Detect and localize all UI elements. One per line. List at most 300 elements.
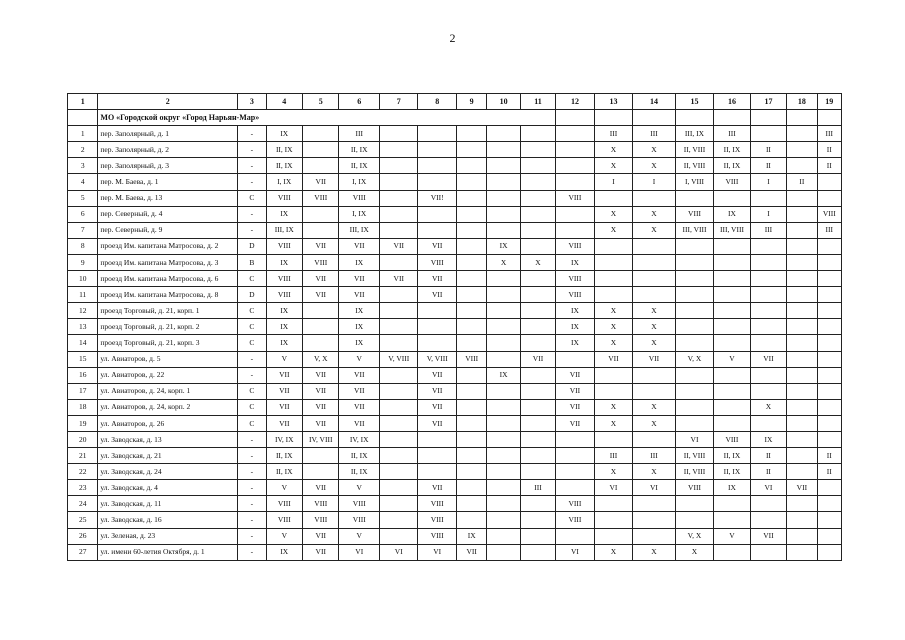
table-cell: -: [238, 464, 266, 480]
table-cell: [633, 528, 676, 544]
address-cell: ул. Авиаторов, д. 22: [98, 367, 238, 383]
table-cell: V, X: [675, 351, 713, 367]
table-row: [68, 351, 842, 367]
table-cell: VIII: [418, 496, 456, 512]
table-row: [68, 496, 842, 512]
table-cell: [418, 448, 456, 464]
table-cell: [817, 431, 841, 447]
table-cell: [714, 190, 750, 206]
table-row: [68, 238, 842, 254]
table-cell: -: [238, 431, 266, 447]
region-blank: [787, 110, 817, 126]
table-cell: [787, 399, 817, 415]
table-row: [68, 431, 842, 447]
table-cell: -: [238, 206, 266, 222]
header-cell: 8: [418, 94, 456, 110]
table-row: [68, 383, 842, 399]
region-blank: [750, 110, 786, 126]
table-cell: [520, 383, 555, 399]
table-cell: [303, 303, 339, 319]
table-cell: [787, 512, 817, 528]
table-cell: [380, 254, 418, 270]
row-number: 4: [68, 174, 98, 190]
address-cell: пер. Северный, д. 9: [98, 222, 238, 238]
table-cell: -: [238, 142, 266, 158]
address-cell: ул. Авиаторов, д. 5: [98, 351, 238, 367]
table-cell: VIII: [714, 431, 750, 447]
table-cell: III: [633, 448, 676, 464]
page-number: 2: [449, 31, 456, 45]
header-cell: 11: [520, 94, 555, 110]
table-cell: [456, 399, 486, 415]
address-cell: ул. Заводская, д. 24: [98, 464, 238, 480]
table-cell: [787, 367, 817, 383]
table-row: [68, 271, 842, 287]
table-cell: [520, 174, 555, 190]
table-cell: II: [817, 448, 841, 464]
table-cell: [556, 480, 594, 496]
table-cell: III, IX: [675, 126, 713, 142]
table-cell: VII: [339, 399, 380, 415]
table-cell: [556, 174, 594, 190]
address-cell: ул. Заводская, д. 11: [98, 496, 238, 512]
table-cell: [456, 271, 486, 287]
table-cell: [487, 271, 520, 287]
table-cell: VII: [266, 415, 302, 431]
table-cell: VII: [380, 271, 418, 287]
table-cell: [487, 448, 520, 464]
table-cell: II, IX: [266, 142, 302, 158]
table-cell: [714, 512, 750, 528]
table-cell: X: [633, 335, 676, 351]
table-cell: VIII: [339, 190, 380, 206]
table-cell: [556, 142, 594, 158]
table-cell: [556, 222, 594, 238]
region-blank: [633, 110, 676, 126]
table-cell: [456, 142, 486, 158]
table-cell: [714, 415, 750, 431]
table-cell: [487, 158, 520, 174]
table-cell: [556, 464, 594, 480]
table-cell: VII: [418, 367, 456, 383]
table-cell: IX: [714, 480, 750, 496]
table-cell: [675, 496, 713, 512]
region-blank: [817, 110, 841, 126]
table-cell: IV, VIII: [303, 431, 339, 447]
table-row: [68, 319, 842, 335]
table-cell: [380, 206, 418, 222]
row-number: 5: [68, 190, 98, 206]
table-cell: [714, 238, 750, 254]
table-cell: [817, 174, 841, 190]
table-row: [68, 254, 842, 270]
table-cell: [594, 431, 632, 447]
table-cell: III: [817, 222, 841, 238]
data-table: [67, 93, 842, 561]
address-cell: пер. М. Баева, д. 1: [98, 174, 238, 190]
table-cell: II: [750, 448, 786, 464]
table-cell: VII: [556, 415, 594, 431]
header-cell: 17: [750, 94, 786, 110]
address-cell: проезд Им. капитана Матросова, д. 6: [98, 271, 238, 287]
table-cell: I: [750, 174, 786, 190]
table-cell: III: [594, 448, 632, 464]
table-cell: IX: [266, 303, 302, 319]
table-cell: VIII: [266, 190, 302, 206]
table-cell: VIII: [339, 496, 380, 512]
table-cell: X: [633, 464, 676, 480]
address-cell: проезд Им. капитана Матросова, д. 8: [98, 287, 238, 303]
table-cell: VIII: [556, 512, 594, 528]
table-cell: VII: [556, 367, 594, 383]
table-cell: VIII: [266, 496, 302, 512]
table-cell: II, VIII: [675, 448, 713, 464]
row-number: 9: [68, 254, 98, 270]
address-cell: проезд Им. капитана Матросова, д. 3: [98, 254, 238, 270]
table-cell: [456, 448, 486, 464]
table-cell: [520, 399, 555, 415]
table-cell: [487, 431, 520, 447]
table-cell: [380, 480, 418, 496]
table-cell: VII: [303, 238, 339, 254]
table-cell: [817, 271, 841, 287]
region-blank: [675, 110, 713, 126]
table-cell: -: [238, 544, 266, 560]
address-cell: ул. Зеленая, д. 23: [98, 528, 238, 544]
address-cell: проезд Торговый, д. 21, корп. 3: [98, 335, 238, 351]
table-cell: VII: [303, 271, 339, 287]
row-number: 25: [68, 512, 98, 528]
table-cell: [456, 383, 486, 399]
table-cell: V: [339, 480, 380, 496]
table-cell: VII: [380, 238, 418, 254]
table-cell: [714, 383, 750, 399]
header-cell: 9: [456, 94, 486, 110]
row-number: 21: [68, 448, 98, 464]
table-cell: [675, 367, 713, 383]
table-cell: С: [238, 399, 266, 415]
table-cell: [418, 303, 456, 319]
table-cell: X: [633, 158, 676, 174]
address-cell: пер. Заполярный, д. 2: [98, 142, 238, 158]
table-cell: [817, 383, 841, 399]
table-cell: -: [238, 367, 266, 383]
table-cell: [520, 367, 555, 383]
table-cell: [750, 383, 786, 399]
table-cell: -: [238, 222, 266, 238]
table-cell: [487, 287, 520, 303]
table-cell: [675, 512, 713, 528]
table-cell: [556, 126, 594, 142]
table-cell: [456, 319, 486, 335]
table-cell: [750, 512, 786, 528]
table-cell: IX: [266, 319, 302, 335]
table-cell: X: [594, 544, 632, 560]
row-number: 12: [68, 303, 98, 319]
table-cell: X: [633, 415, 676, 431]
table-cell: VIII: [556, 238, 594, 254]
table-cell: [487, 335, 520, 351]
table-cell: II, VIII: [675, 142, 713, 158]
table-cell: [675, 383, 713, 399]
table-cell: [456, 254, 486, 270]
table-row: [68, 448, 842, 464]
table-row: [68, 126, 842, 142]
table-cell: VII: [556, 399, 594, 415]
table-cell: [487, 126, 520, 142]
table-cell: VII: [303, 528, 339, 544]
table-cell: VII: [339, 238, 380, 254]
table-cell: I, IX: [339, 174, 380, 190]
header-cell: 13: [594, 94, 632, 110]
table-cell: II, IX: [339, 158, 380, 174]
table-cell: VIII: [556, 496, 594, 512]
table-cell: VII!: [418, 190, 456, 206]
table-cell: IX: [266, 206, 302, 222]
row-number: 23: [68, 480, 98, 496]
table-cell: [817, 190, 841, 206]
table-row: [68, 399, 842, 415]
table-cell: X: [750, 399, 786, 415]
table-cell: VIII: [266, 271, 302, 287]
table-body: [68, 110, 842, 561]
table-cell: III, VIII: [714, 222, 750, 238]
table-cell: IX: [266, 126, 302, 142]
table-cell: I: [750, 206, 786, 222]
table-cell: [714, 544, 750, 560]
table-cell: [556, 206, 594, 222]
table-cell: -: [238, 480, 266, 496]
table-cell: [418, 431, 456, 447]
table-cell: V: [266, 480, 302, 496]
address-cell: ул. Авиаторов, д. 24, корп. 2: [98, 399, 238, 415]
table-row: [68, 174, 842, 190]
table-cell: II, IX: [266, 464, 302, 480]
table-cell: VII: [303, 480, 339, 496]
table-cell: [487, 142, 520, 158]
table-cell: X: [520, 254, 555, 270]
table-cell: [456, 496, 486, 512]
table-cell: II, IX: [266, 158, 302, 174]
table-cell: X: [594, 319, 632, 335]
row-number: 17: [68, 383, 98, 399]
table-row: [68, 287, 842, 303]
table-cell: I, IX: [339, 206, 380, 222]
table-cell: [817, 480, 841, 496]
table-cell: [817, 254, 841, 270]
table-cell: [456, 222, 486, 238]
table-cell: [675, 399, 713, 415]
table-cell: [817, 238, 841, 254]
table-cell: [817, 287, 841, 303]
table-cell: [787, 351, 817, 367]
table-cell: [487, 303, 520, 319]
address-cell: проезд Торговый, д. 21, корп. 2: [98, 319, 238, 335]
table-cell: [303, 158, 339, 174]
table-cell: VII: [303, 383, 339, 399]
table-cell: VIII: [418, 512, 456, 528]
table-row: [68, 367, 842, 383]
table-cell: X: [594, 415, 632, 431]
table-cell: [380, 415, 418, 431]
table-row: [68, 544, 842, 560]
header-cell: 1: [68, 94, 98, 110]
table-row: [68, 206, 842, 222]
table-cell: VI: [594, 480, 632, 496]
table-cell: [594, 254, 632, 270]
header-cell: 5: [303, 94, 339, 110]
table-cell: [380, 399, 418, 415]
table-cell: III: [339, 126, 380, 142]
table-cell: [556, 448, 594, 464]
table-cell: VIII: [303, 190, 339, 206]
table-cell: IX: [339, 335, 380, 351]
table-cell: VI: [556, 544, 594, 560]
table-cell: IX: [556, 335, 594, 351]
table-cell: [787, 415, 817, 431]
header-row: [68, 94, 842, 110]
table-cell: [787, 528, 817, 544]
table-cell: VII: [303, 415, 339, 431]
table-cell: [487, 480, 520, 496]
table-cell: X: [633, 206, 676, 222]
table-cell: [633, 190, 676, 206]
table-cell: -: [238, 158, 266, 174]
table-cell: [520, 142, 555, 158]
table-cell: D: [238, 238, 266, 254]
table-cell: X: [594, 158, 632, 174]
table-row: [68, 335, 842, 351]
table-cell: X: [594, 303, 632, 319]
table-cell: [817, 415, 841, 431]
table-cell: X: [594, 464, 632, 480]
table-cell: [380, 126, 418, 142]
header-cell: 14: [633, 94, 676, 110]
table-cell: I, VIII: [675, 174, 713, 190]
table-cell: [675, 254, 713, 270]
table-cell: [675, 190, 713, 206]
address-cell: ул. Заводская, д. 13: [98, 431, 238, 447]
table-cell: С: [238, 319, 266, 335]
table-cell: [456, 158, 486, 174]
table-cell: [303, 448, 339, 464]
table-cell: [418, 174, 456, 190]
table-cell: [380, 367, 418, 383]
table-row: [68, 415, 842, 431]
table-cell: [787, 126, 817, 142]
table-cell: [633, 367, 676, 383]
table-cell: [787, 287, 817, 303]
table-row: [68, 222, 842, 238]
table-cell: IX: [339, 303, 380, 319]
table-cell: [675, 319, 713, 335]
table-cell: [380, 431, 418, 447]
header-cell: 16: [714, 94, 750, 110]
table-cell: [633, 383, 676, 399]
table-cell: [750, 319, 786, 335]
table-cell: X: [633, 222, 676, 238]
table-cell: [380, 174, 418, 190]
table-cell: VIII: [339, 512, 380, 528]
table-cell: -: [238, 448, 266, 464]
address-cell: проезд Им. капитана Матросова, д. 2: [98, 238, 238, 254]
address-cell: пер. Северный, д. 4: [98, 206, 238, 222]
table-row: [68, 512, 842, 528]
table-cell: [787, 383, 817, 399]
table-cell: [456, 238, 486, 254]
table-cell: X: [487, 254, 520, 270]
table-cell: -: [238, 174, 266, 190]
table-cell: [456, 464, 486, 480]
table-cell: [556, 431, 594, 447]
table-cell: [418, 464, 456, 480]
region-blank: [714, 110, 750, 126]
table-cell: [714, 399, 750, 415]
table-cell: [787, 190, 817, 206]
table-cell: VII: [418, 399, 456, 415]
table-cell: VII: [418, 287, 456, 303]
table-cell: VIII: [556, 271, 594, 287]
table-cell: [633, 496, 676, 512]
table-cell: VII: [266, 367, 302, 383]
table-cell: [556, 528, 594, 544]
table-cell: [456, 367, 486, 383]
table-cell: III, IX: [339, 222, 380, 238]
table-cell: VII: [303, 174, 339, 190]
table-cell: -: [238, 496, 266, 512]
table-cell: II, VIII: [675, 464, 713, 480]
table-cell: [787, 222, 817, 238]
table-cell: [520, 496, 555, 512]
table-cell: [303, 142, 339, 158]
table-cell: II, IX: [266, 448, 302, 464]
table-cell: VII: [418, 480, 456, 496]
table-cell: [380, 158, 418, 174]
table-cell: [817, 351, 841, 367]
table-cell: VIII: [266, 238, 302, 254]
table-row: [68, 142, 842, 158]
table-cell: VII: [418, 271, 456, 287]
table-cell: V: [714, 351, 750, 367]
table-cell: IX: [556, 319, 594, 335]
table-cell: I, IX: [266, 174, 302, 190]
row-number: 13: [68, 319, 98, 335]
table-cell: [787, 142, 817, 158]
table-cell: [675, 271, 713, 287]
table-cell: VII: [750, 528, 786, 544]
table-cell: [380, 528, 418, 544]
table-cell: [520, 287, 555, 303]
header-cell: 6: [339, 94, 380, 110]
table-cell: С: [238, 271, 266, 287]
table-cell: [633, 431, 676, 447]
table-cell: V: [339, 351, 380, 367]
region-row: [68, 110, 842, 126]
table-cell: [487, 512, 520, 528]
table-cell: С: [238, 190, 266, 206]
table-cell: [787, 158, 817, 174]
table-cell: II, VIII: [675, 158, 713, 174]
header-cell: 3: [238, 94, 266, 110]
table-cell: [594, 383, 632, 399]
table-cell: [520, 238, 555, 254]
table-cell: III: [520, 480, 555, 496]
table-cell: [303, 206, 339, 222]
table-cell: [418, 206, 456, 222]
header-cell: 7: [380, 94, 418, 110]
table-cell: II: [750, 158, 786, 174]
table-cell: VIII: [303, 512, 339, 528]
